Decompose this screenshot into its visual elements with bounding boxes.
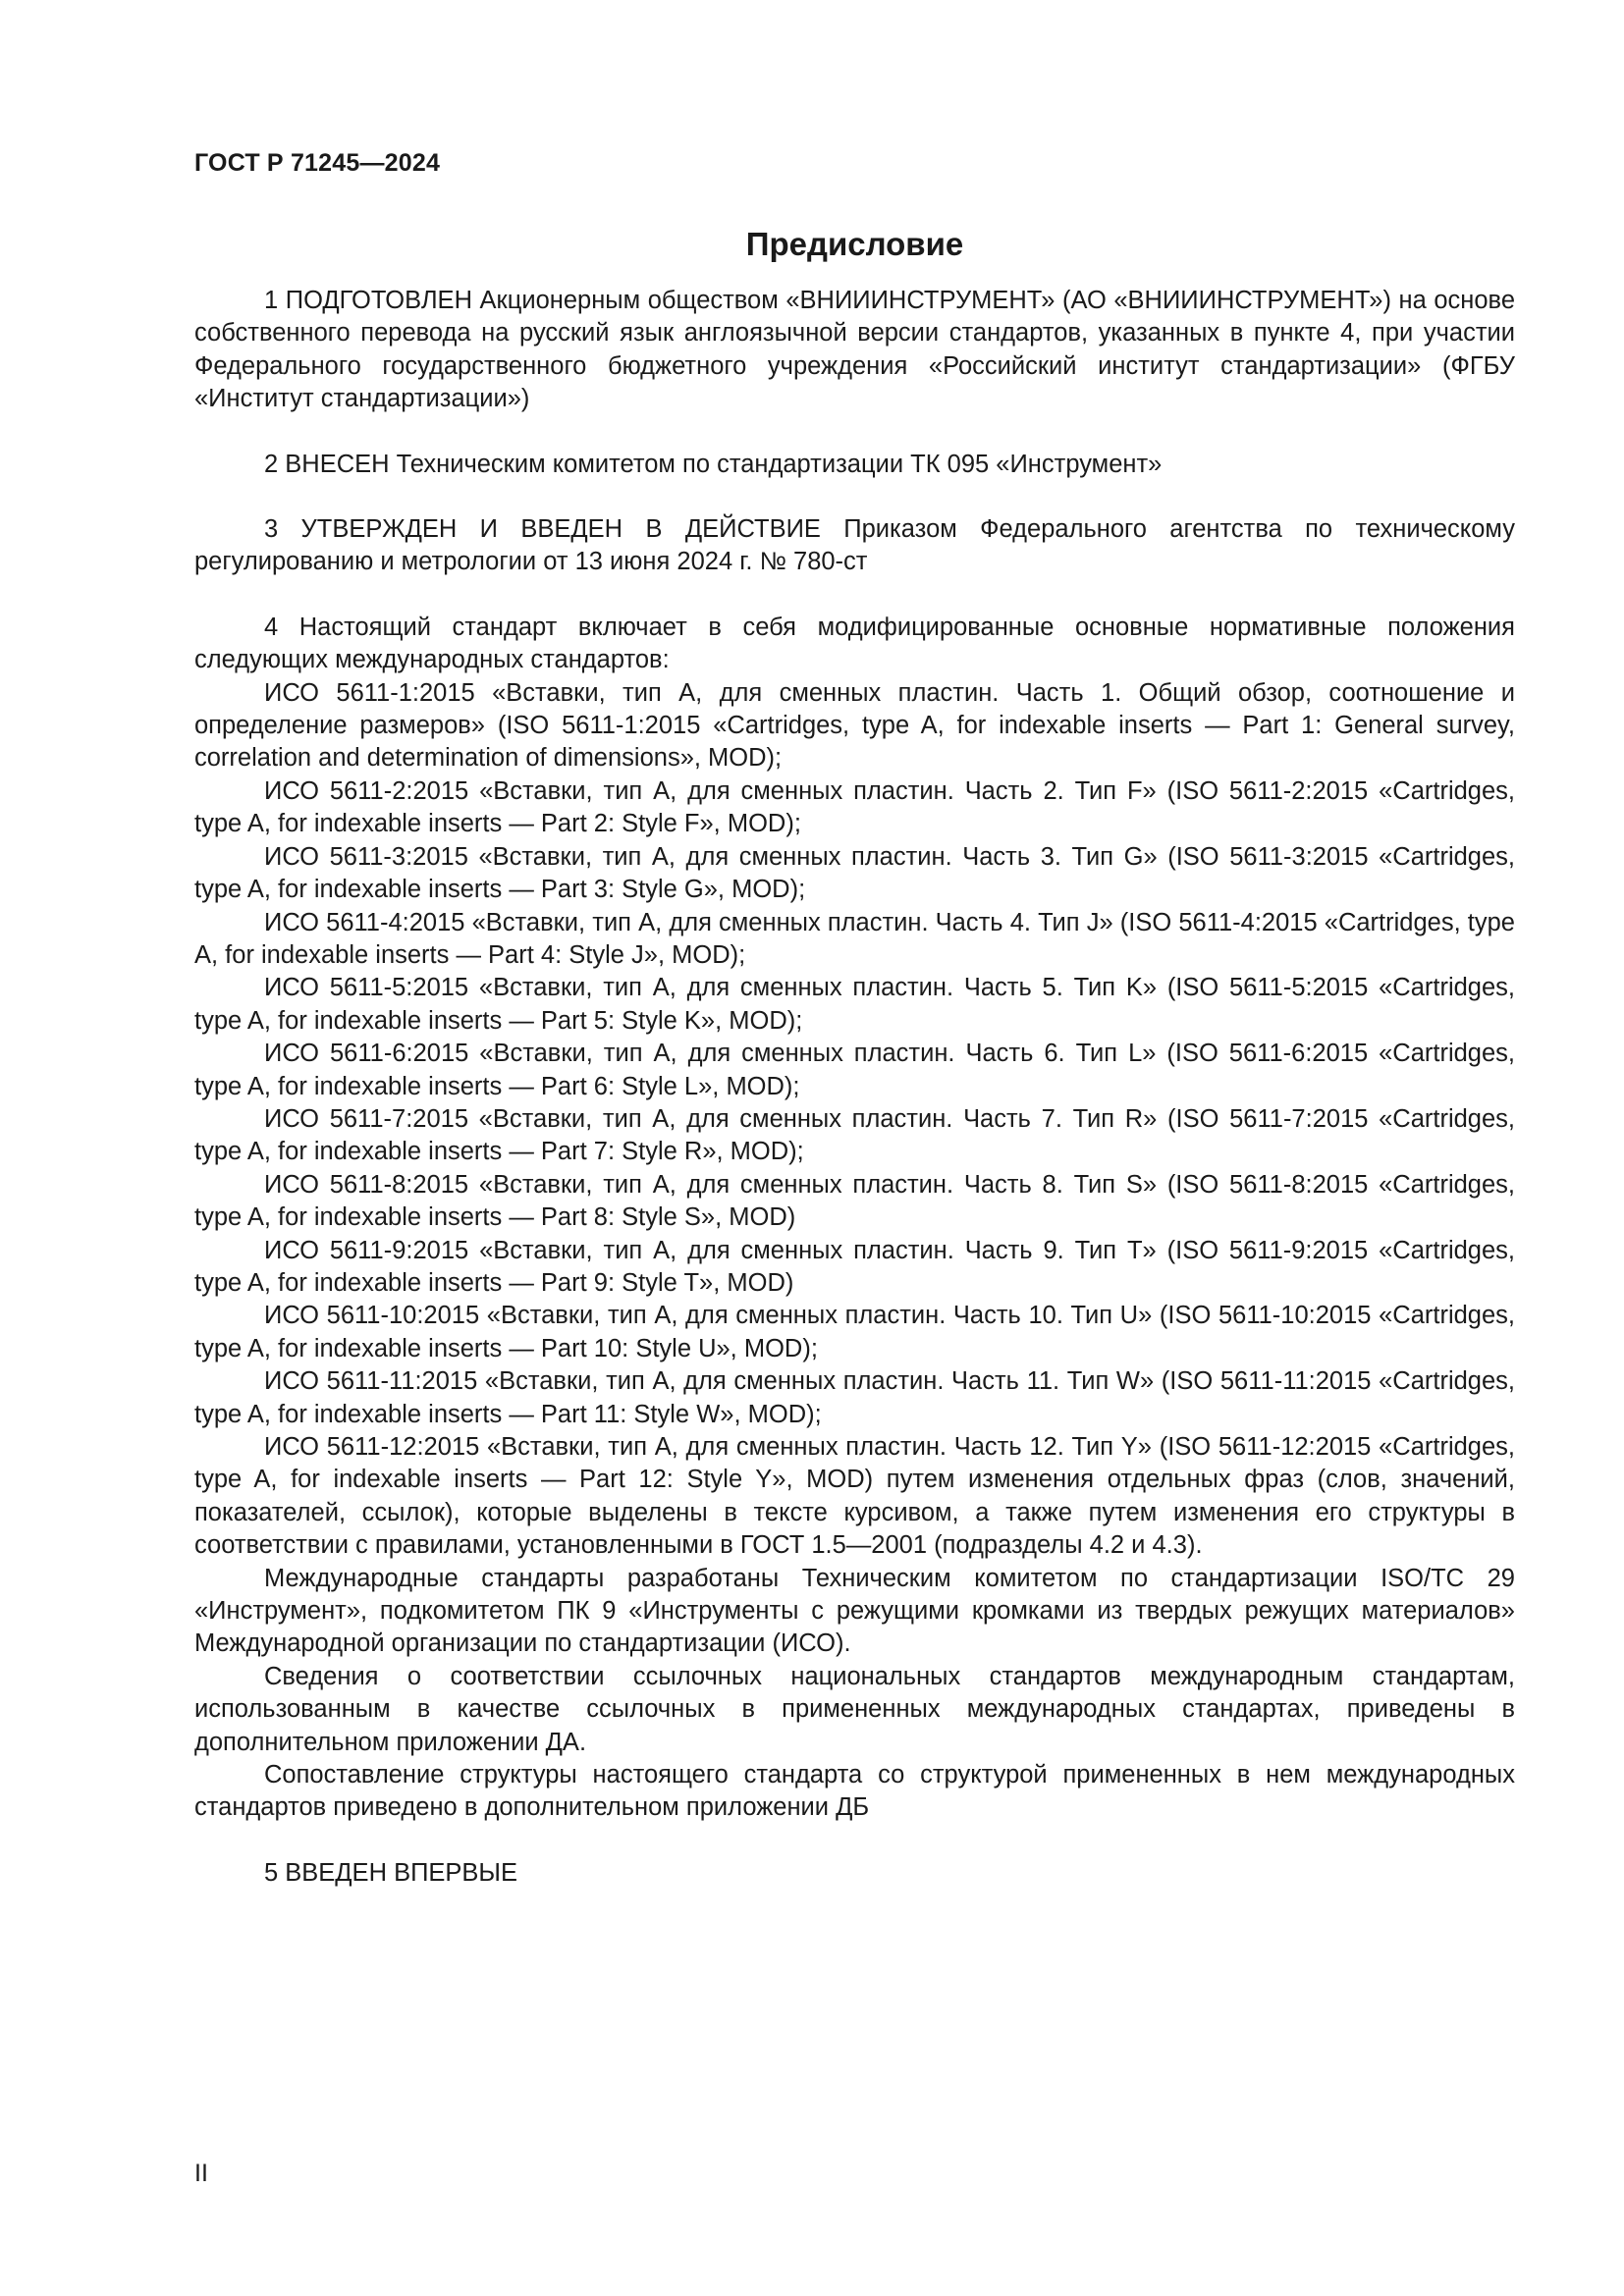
- structure-comparison-note: Сопоставление структуры настоящего стандарта со структурой примененных в нем международных стандартов приведено в дополнительном приложении ДБ: [194, 1761, 1515, 1822]
- standard-reference-part-3: ИСО 5611-3:2015 «Вставки, тип А, для сменных пластин. Часть 3. Тип G» (ISO 5611-3:2015 «Cartridges, type A, for indexable inserts — Part 3: Style G», MOD);: [194, 842, 1515, 904]
- standard-reference-part-4: ИСО 5611-4:2015 «Вставки, тип А, для сменных пластин. Часть 4. Тип J» (ISO 5611-4:2015 «Cartridges, type A, for indexable inserts — Part 4: Style J», MOD);: [194, 908, 1515, 969]
- reference-standards-note: Сведения о соответствии ссылочных национальных стандартов международным стандартам, использованным в качестве ссылочных в примененных международных стандартах, приведены в дополнительном приложении ДА.: [194, 1662, 1515, 1756]
- standard-reference-part-10: ИСО 5611-10:2015 «Вставки, тип А, для сменных пластин. Часть 10. Тип U» (ISO 5611-10:2015 «Cartridges, type A, for indexable inserts — Part 10: Style U», MOD);: [194, 1302, 1515, 1362]
- standard-reference-part-6: ИСО 5611-6:2015 «Вставки, тип А, для сменных пластин. Часть 6. Тип L» (ISO 5611-6:2015 «Cartridges, type A, for indexable inserts — Part 6: Style L», MOD);: [194, 1040, 1515, 1100]
- standard-reference-part-7: ИСО 5611-7:2015 «Вставки, тип А, для сменных пластин. Часть 7. Тип R» (ISO 5611-7:2015 «Cartridges, type A, for indexable inserts — Part 7: Style R», MOD);: [194, 1104, 1515, 1166]
- standard-reference-part-11: ИСО 5611-11:2015 «Вставки, тип А, для сменных пластин. Часть 11. Тип W» (ISO 5611-11:2015 «Cartridges, type A, for indexable inserts — Part 11: Style W», MOD);: [194, 1367, 1515, 1428]
- standard-reference-part-1: ИСО 5611-1:2015 «Вставки, тип А, для сменных пластин. Часть 1. Общий обзор, соотношение и определение размеров» (ISO 5611-1:2015 «Cartridges, type A, for indexable inserts — Part 1: General survey, correlation and determination of dimensions», MOD);: [194, 678, 1515, 773]
- paragraph-item-2-introduced: 2 ВНЕСЕН Техническим комитетом по стандартизации ТК 095 «Инструмент»: [264, 450, 1163, 478]
- standard-reference-part-9: ИСО 5611-9:2015 «Вставки, тип А, для сменных пластин. Часть 9. Тип T» (ISO 5611-9:2015 «Cartridges, type A, for indexable inserts — Part 9: Style T», MOD): [194, 1236, 1515, 1297]
- international-standards-developer: Международные стандарты разработаны Техническим комитетом по стандартизации ISO/TC 29 «Инструмент», подкомитетом ПК 9 «Инструменты с режущими кромками из твердых режущих материалов» Международной организации по стандартизации (ИСО).: [194, 1564, 1515, 1658]
- document-code: ГОСТ Р 71245—2024: [194, 149, 441, 177]
- standard-reference-part-5: ИСО 5611-5:2015 «Вставки, тип А, для сменных пластин. Часть 5. Тип K» (ISO 5611-5:2015 «Cartridges, type A, for indexable inserts — Part 5: Style K», MOD);: [194, 974, 1515, 1035]
- standard-reference-part-8: ИСО 5611-8:2015 «Вставки, тип А, для сменных пластин. Часть 8. Тип S» (ISO 5611-8:2015 «Cartridges, type A, for indexable inserts — Part 8: Style S», MOD): [194, 1170, 1515, 1232]
- standard-reference-part-2: ИСО 5611-2:2015 «Вставки, тип А, для сменных пластин. Часть 2. Тип F» (ISO 5611-2:2015 «Cartridges, type A, for indexable inserts — Part 2: Style F», MOD);: [194, 776, 1515, 838]
- paragraph-item-3-approved: 3 УТВЕРЖДЕН И ВВЕДЕН В ДЕЙСТВИЕ Приказом Федерального агентства по техническому регулированию и метрологии от 13 июня 2024 г. № 780-ст: [194, 515, 1515, 576]
- paragraph-item-4-includes: 4 Настоящий стандарт включает в себя модифицированные основные нормативные положения следующих международных стандартов:: [194, 613, 1515, 674]
- paragraph-item-5-first-introduced: 5 ВВЕДЕН ВПЕРВЫЕ: [264, 1858, 518, 1887]
- page-number: II: [194, 2160, 208, 2187]
- page-title: Предисловие: [745, 226, 964, 262]
- standard-reference-part-12: ИСО 5611-12:2015 «Вставки, тип А, для сменных пластин. Часть 12. Тип Y» (ISO 5611-12:2015 «Cartridges, type A, for indexable inserts — Part 12: Style Y», MOD) путем изменения отдельных фраз (слов, значений, показателей, ссылок), которые выделены в тексте курсивом, а также путем изменения его структуры в соответствии с правилами, установленными в ГОСТ 1.5—2001 (подразделы 4.2 и 4.3).: [194, 1433, 1515, 1560]
- foreword-body: [194, 285, 1515, 1890]
- paragraph-item-1-prepared: 1 ПОДГОТОВЛЕН Акционерным обществом «ВНИИИНСТРУМЕНТ» (АО «ВНИИИНСТРУМЕНТ») на основе собственного перевода на русский язык англоязычной версии стандартов, указанных в пункте 4, при участии Федерального государственного бюджетного учреждения «Российский институт стандартизации» (ФГБУ «Институт стандартизации»): [194, 287, 1515, 413]
